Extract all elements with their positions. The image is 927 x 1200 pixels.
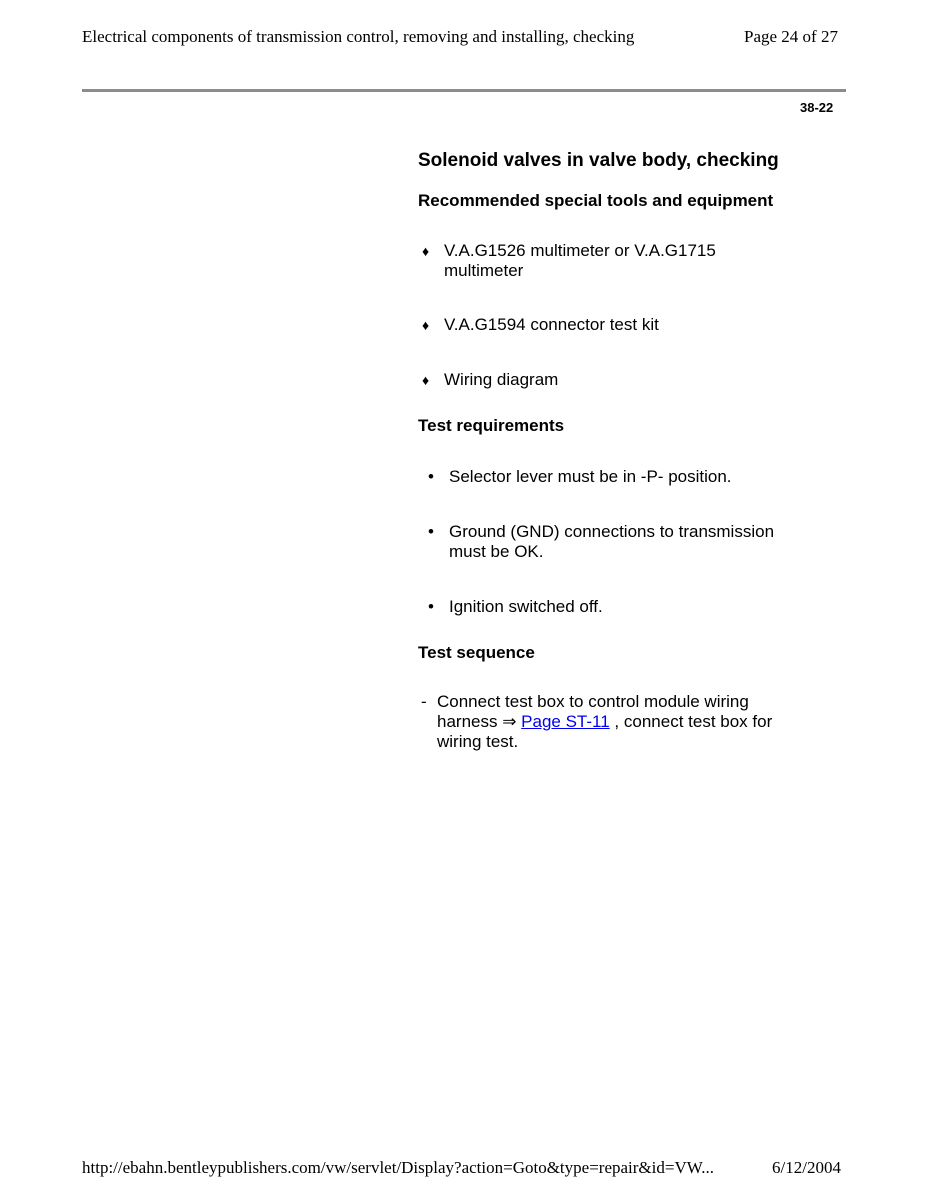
round-bullet-icon: • (428, 597, 434, 616)
step-dash: - (421, 692, 427, 711)
list-item-text: Ignition switched off. (449, 597, 603, 616)
list-item-text: Selector lever must be in -P- position. (449, 467, 732, 486)
round-bullet-icon: • (428, 522, 434, 541)
list-item-text: must be OK. (449, 542, 544, 561)
page-number: Page 24 of 27 (744, 27, 838, 46)
list-item (418, 370, 848, 390)
list-item-text: Wiring diagram (444, 370, 559, 389)
step-text: harness ⇒ (437, 712, 522, 731)
list-item (418, 467, 848, 487)
header-divider (82, 89, 846, 92)
list-item (418, 597, 848, 617)
list-item (418, 241, 848, 281)
list-item-text: V.A.G1526 multimeter or V.A.G1715 (444, 241, 716, 260)
step-text: Connect test box to control module wiring (437, 692, 749, 711)
list-item-text: multimeter (444, 261, 524, 280)
step-text: wiring test. (437, 732, 519, 751)
diamond-bullet-icon: ♦ (422, 372, 430, 388)
footer-date: 6/12/2004 (772, 1158, 841, 1177)
main-content (418, 148, 848, 752)
list-item-text: Ground (GND) connections to transmission (449, 522, 775, 541)
section-heading: Solenoid valves in valve body, checking (418, 150, 779, 171)
list-item-text: V.A.G1594 connector test kit (444, 315, 659, 334)
section-code: 38-22 (800, 100, 834, 115)
step-text: , connect test box for (609, 712, 773, 731)
round-bullet-icon: • (428, 467, 434, 486)
document-title: Electrical components of transmission control, removing and installing, checking (82, 27, 635, 46)
diamond-bullet-icon: ♦ (422, 243, 430, 259)
step-text-line (437, 712, 848, 732)
footer-url: http://ebahn.bentleypublishers.com/vw/servlet/Display?action=Goto&type=repair&id=VW... (82, 1158, 714, 1177)
sequence-heading: Test sequence (418, 643, 535, 662)
list-item (418, 315, 848, 335)
page-st-11-link[interactable]: Page ST-11 (521, 712, 610, 731)
requirements-heading: Test requirements (418, 416, 565, 435)
list-item (418, 522, 848, 562)
tools-heading: Recommended special tools and equipment (418, 191, 774, 210)
diamond-bullet-icon: ♦ (422, 317, 430, 333)
procedure-step (418, 692, 848, 752)
